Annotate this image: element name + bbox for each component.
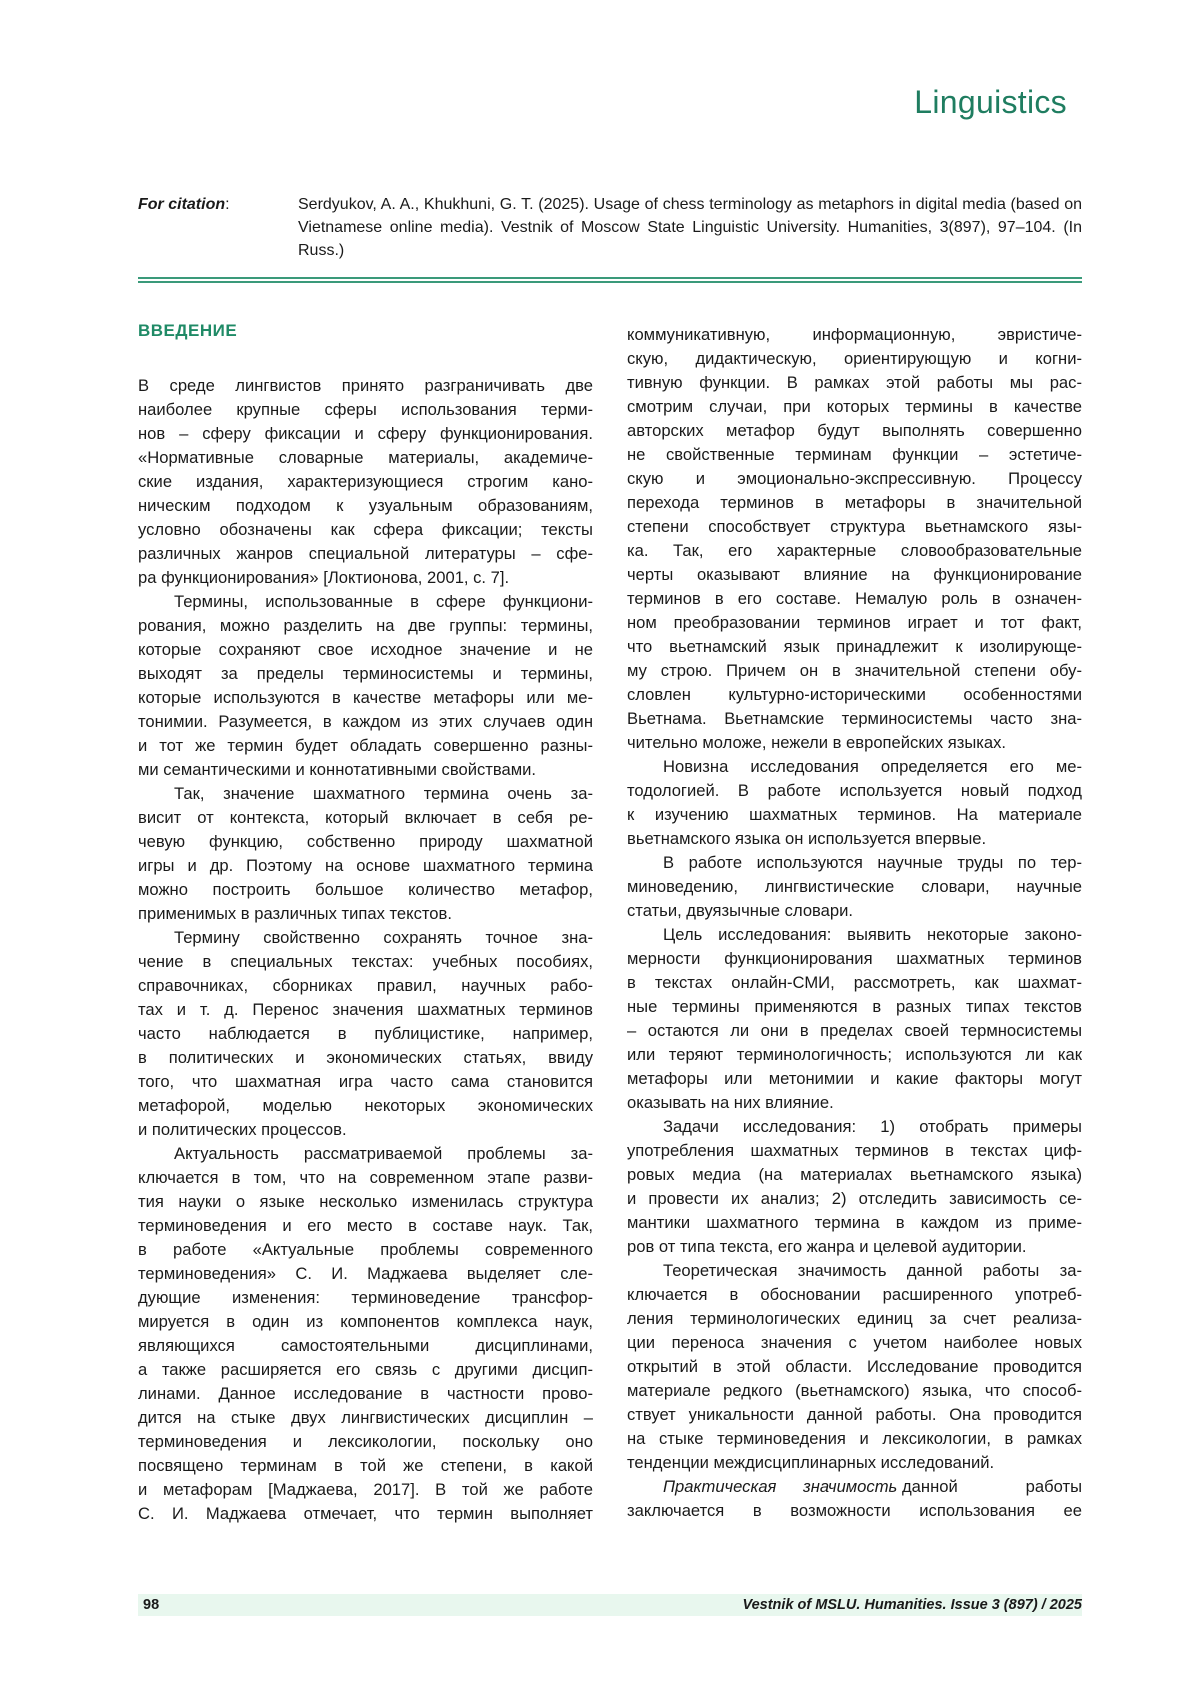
text-line: дующие изменения: терминоведение трансфор- <box>138 1286 593 1310</box>
text-line: терминов в его составе. Немалую роль в означен- <box>627 587 1082 611</box>
text-line: материале редкого (вьетнамского) языка, что способ- <box>627 1379 1082 1403</box>
text-line: открытий в этой области. Исследование проводится <box>627 1355 1082 1379</box>
text-line: которые сохраняют свое исходное значение и не <box>138 638 593 662</box>
text-line: наиболее крупные сферы использования терми- <box>138 398 593 422</box>
text-line: Цель исследования: выявить некоторые законо- <box>627 923 1082 947</box>
text-line: различных жанров специальной литературы – сфе- <box>138 542 593 566</box>
paragraph <box>138 926 593 1142</box>
text-line: в работе «Актуальные проблемы современного <box>138 1238 593 1262</box>
text-line: ровых медиа (на материалах вьетнамского языка) <box>627 1163 1082 1187</box>
paragraph <box>627 923 1082 1115</box>
text-line: условно обозначены как сфера фиксации; тексты <box>138 518 593 542</box>
page-number: 98 <box>143 1594 159 1616</box>
text-line: «Нормативные словарные материалы, академиче- <box>138 446 593 470</box>
text-line: ключается в том, что на современном этапе разви- <box>138 1166 593 1190</box>
text-line: ном преобразовании терминов играет и тот факт, <box>627 611 1082 635</box>
text-line: вьетнамского языка он используется впервые. <box>627 827 1082 851</box>
word: данной <box>902 1475 958 1499</box>
text-line: метафоры или метонимии и какие факторы могут <box>627 1067 1082 1091</box>
text-line: рования, можно разделить на две группы: термины, <box>138 614 593 638</box>
citation-label <box>138 193 230 216</box>
text-line: оказывать на них влияние. <box>627 1091 1082 1115</box>
page-footer <box>138 1594 1082 1616</box>
left-column <box>138 374 593 1526</box>
text-line: ления терминологических единиц за счет реализа- <box>627 1307 1082 1331</box>
text-line: терминоведения и лексикологии, поскольку оно <box>138 1430 593 1454</box>
text-line: мантики шахматного термина в каждом из приме- <box>627 1211 1082 1235</box>
text-line: и политических процессов. <box>138 1118 593 1142</box>
text-line: ка. Так, его характерные словообразовательные <box>627 539 1082 563</box>
text-line: статьи, двуязычные словари. <box>627 899 1082 923</box>
text-line: линами. Данное исследование в частности прово- <box>138 1382 593 1406</box>
text-line: и провести их анализ; 2) отследить зависимость се- <box>627 1187 1082 1211</box>
text-line: применимых в различных типах текстов. <box>138 902 593 926</box>
text-line: коммуникативную, информационную, эвристиче- <box>627 323 1082 347</box>
text-line: и метафорам [Маджаева, 2017]. В той же работе <box>138 1478 593 1502</box>
text-line: авторских метафор будут выполнять совершенно <box>627 419 1082 443</box>
paragraph <box>627 323 1082 755</box>
text-line: тонимии. Разумеется, в каждом из этих случаев один <box>138 710 593 734</box>
text-line: тенденции междисциплинарных исследований. <box>627 1451 1082 1475</box>
text-line: метафорой, моделью некоторых экономических <box>138 1094 593 1118</box>
text-line: ров от типа текста, его жанра и целевой аудитории. <box>627 1235 1082 1259</box>
text-line: игры и др. Поэтому на основе шахматного термина <box>138 854 593 878</box>
text-line: или теряют терминологичность; используются ли как <box>627 1043 1082 1067</box>
citation-label-colon: : <box>225 196 229 213</box>
divider-bottom <box>138 281 1082 283</box>
text-line: а также расширяется его связь с другими дисцип- <box>138 1358 593 1382</box>
text-line: В среде лингвистов принято разграничивать две <box>138 374 593 398</box>
text-line: ные термины применяются в разных типах текстов <box>627 995 1082 1019</box>
paragraph <box>138 374 593 590</box>
text-line: тивную функции. В рамках этой работы мы рас- <box>627 371 1082 395</box>
citation-text: Serdyukov, A. A., Khukhuni, G. T. (2025). Usage of chess terminology as metaphors in digital media (based on Vietnamese online media). Vestnik of Moscow State Linguistic University. Humanities, 3(897), 97–104. (In Russ.) <box>298 193 1082 262</box>
text-line: терминоведения и его место в составе наук. Так, <box>138 1214 593 1238</box>
text-line: в политических и экономических статьях, ввиду <box>138 1046 593 1070</box>
text-line: употребления шахматных терминов в текстах циф- <box>627 1139 1082 1163</box>
text-line <box>627 1475 1082 1499</box>
text-line: Вьетнама. Вьетнамские терминосистемы часто зна- <box>627 707 1082 731</box>
text-line: скую и эмоционально-экспрессивную. Процессу <box>627 467 1082 491</box>
word: работы <box>1026 1475 1082 1499</box>
divider-top <box>138 277 1082 279</box>
text-line: тах и т. д. Перенос значения шахматных терминов <box>138 998 593 1022</box>
text-line: ские издания, характеризующиеся строгим кано- <box>138 470 593 494</box>
text-line: перехода терминов в метафоры в значительной <box>627 491 1082 515</box>
text-line: выходят за пределы терминосистемы и термины, <box>138 662 593 686</box>
text-line: терминоведения» С. И. Маджаева выделяет сле- <box>138 1262 593 1286</box>
text-line: Задачи исследования: 1) отобрать примеры <box>627 1115 1082 1139</box>
text-line: В работе используются научные труды по тер- <box>627 851 1082 875</box>
paragraph <box>627 1259 1082 1475</box>
text-line: можно построить большое количество метафор, <box>138 878 593 902</box>
text-line: – остаются ли они в пределах своей термносистемы <box>627 1019 1082 1043</box>
text-line: словлен культурно-историческими особенностями <box>627 683 1082 707</box>
text-line: му строю. Причем он в значительной степени обу- <box>627 659 1082 683</box>
text-line: заключается в возможности использования ее <box>627 1499 1082 1523</box>
text-line: ническим подходом к узуальным образованиям, <box>138 494 593 518</box>
section-title: Linguistics <box>914 84 1067 121</box>
text-line: чение в специальных текстах: учебных пособиях, <box>138 950 593 974</box>
text-line: и тот же термин будет обладать совершенно разны- <box>138 734 593 758</box>
text-line: висит от контекста, который включает в себя ре- <box>138 806 593 830</box>
paragraph <box>627 851 1082 923</box>
paragraph <box>138 782 593 926</box>
section-heading: ВВЕДЕНИЕ <box>138 321 237 341</box>
text-line: Новизна исследования определяется его ме- <box>627 755 1082 779</box>
text-line: не свойственные терминам функции – эстетиче- <box>627 443 1082 467</box>
text-line: ции переноса значения с учетом наиболее новых <box>627 1331 1082 1355</box>
journal-name: Vestnik of MSLU. Humanities. Issue 3 (897) / 2025 <box>742 1594 1082 1616</box>
citation-label-text: For citation <box>138 196 225 213</box>
text-line: мируется в один из компонентов комплекса наук, <box>138 1310 593 1334</box>
text-line: справочниках, сборниках правил, научных рабо- <box>138 974 593 998</box>
text-line: смотрим случаи, при которых термины в качестве <box>627 395 1082 419</box>
text-line: чительно моложе, нежели в европейских языках. <box>627 731 1082 755</box>
text-line: к изучению шахматных терминов. На материале <box>627 803 1082 827</box>
text-line: часто наблюдается в публицистике, например, <box>138 1022 593 1046</box>
paragraph <box>138 1142 593 1526</box>
text-line: Термину свойственно сохранять точное зна- <box>138 926 593 950</box>
text-line: Актуальность рассматриваемой проблемы за- <box>138 1142 593 1166</box>
text-line: скую, дидактическую, ориентирующую и когни- <box>627 347 1082 371</box>
text-line: ра функционирования» [Локтионова, 2001, с. 7]. <box>138 566 593 590</box>
text-line: нов – сферу фиксации и сферу функционирования. <box>138 422 593 446</box>
text-line: ключается в обосновании расширенного употреб- <box>627 1283 1082 1307</box>
text-line: которые используются в качестве метафоры или ме- <box>138 686 593 710</box>
text-line: в текстах онлайн-СМИ, рассмотреть, как шахмат- <box>627 971 1082 995</box>
text-line: тодологией. В работе используется новый подход <box>627 779 1082 803</box>
text-line: С. И. Маджаева отмечает, что термин выполняет <box>138 1502 593 1526</box>
text-line: мерности функционирования шахматных терминов <box>627 947 1082 971</box>
text-line: дится на стыке двух лингвистических дисциплин – <box>138 1406 593 1430</box>
text-line: степени способствует структура вьетнамского язы- <box>627 515 1082 539</box>
text-line: черты оказывают влияние на функционирование <box>627 563 1082 587</box>
paragraph <box>627 1115 1082 1259</box>
text-line: ствует уникальности данной работы. Она проводится <box>627 1403 1082 1427</box>
text-line: миноведению, лингвистические словари, научные <box>627 875 1082 899</box>
text-line: чевую функцию, собственно природу шахматной <box>138 830 593 854</box>
text-line: Теоретическая значимость данной работы за- <box>627 1259 1082 1283</box>
paragraph <box>627 755 1082 851</box>
italic-lead: Практическая значимость <box>663 1475 897 1499</box>
paragraph <box>627 1475 1082 1523</box>
text-line: того, что шахматная игра часто сама становится <box>138 1070 593 1094</box>
text-line: тия науки о языке несколько изменилась структура <box>138 1190 593 1214</box>
text-line: посвящено терминам в той же степени, в какой <box>138 1454 593 1478</box>
text-line: на стыке терминоведения и лексикологии, в рамках <box>627 1427 1082 1451</box>
right-column <box>627 323 1082 1523</box>
text-line: что вьетнамский язык принадлежит к изолирующе- <box>627 635 1082 659</box>
text-line: Так, значение шахматного термина очень за- <box>138 782 593 806</box>
paragraph <box>138 590 593 782</box>
text-line: ми семантическими и коннотативными свойствами. <box>138 758 593 782</box>
line-text <box>902 1475 1082 1499</box>
text-line: являющихся самостоятельными дисциплинами, <box>138 1334 593 1358</box>
text-line: Термины, использованные в сфере функциони- <box>138 590 593 614</box>
